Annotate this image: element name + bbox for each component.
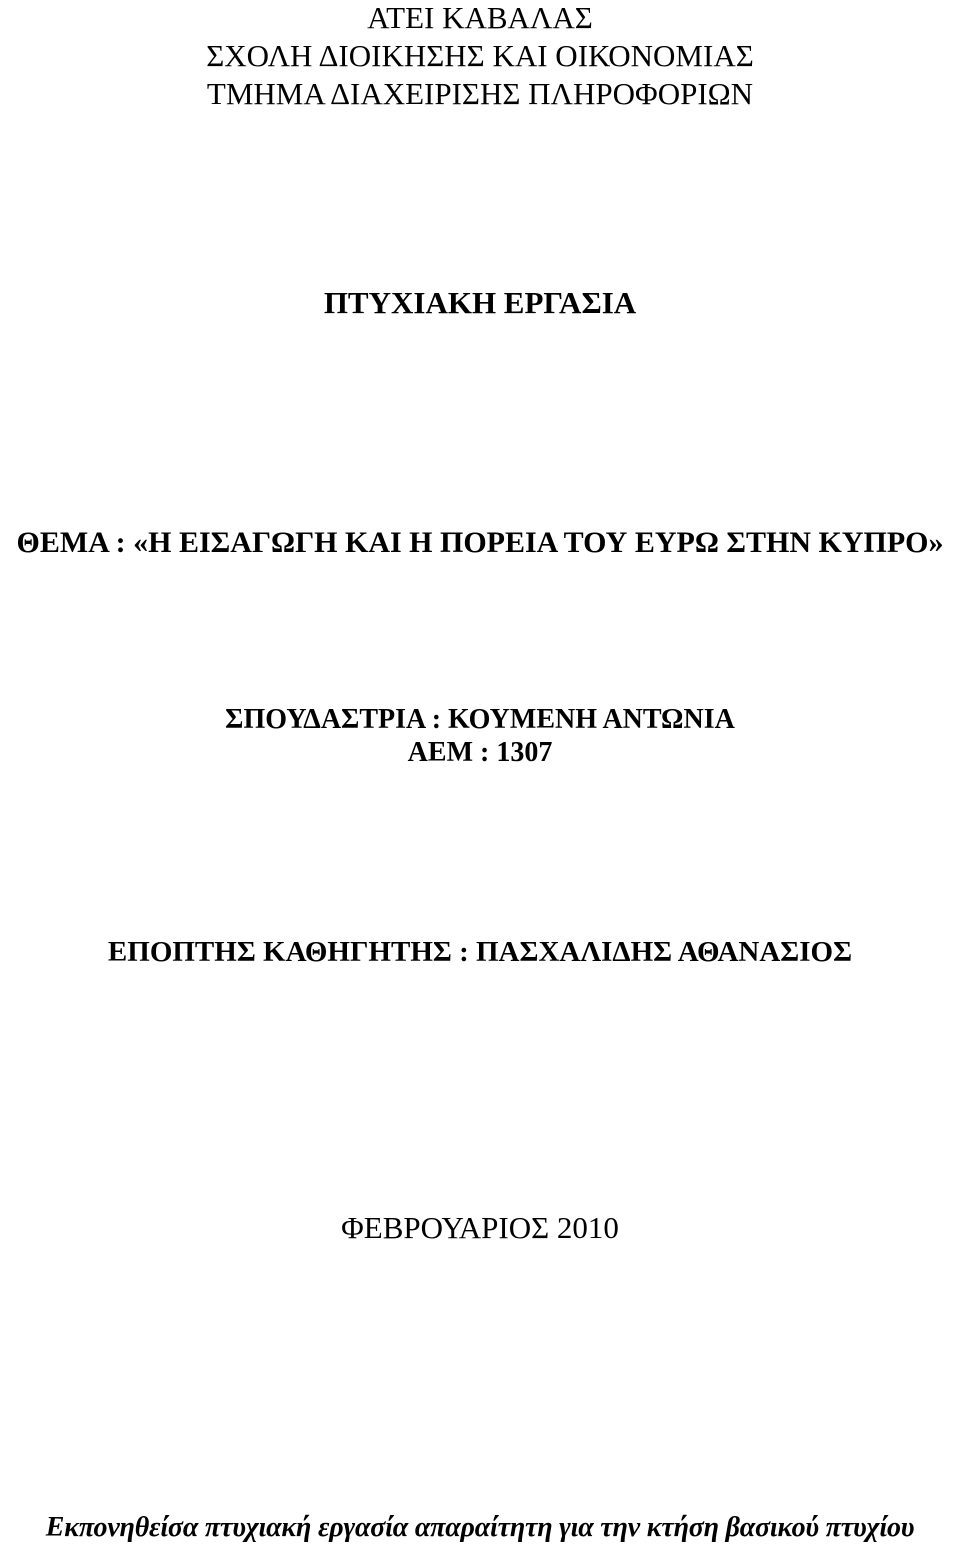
institution-title: ΑΤΕΙ ΚΑΒΑΛΑΣ [367, 0, 593, 35]
degree-statement: Εκπονηθείσα πτυχιακή εργασία απαραίτητη για την κτήση βασικού πτυχίου [45, 1512, 915, 1543]
thesis-type-heading: ΠΤΥΧΙΑΚΗ ΕΡΓΑΣΙΑ [323, 285, 637, 320]
school-title: ΣΧΟΛΗ ΔΙΟΙΚΗΣΗΣ ΚΑΙ ΟΙΚΟΝΟΜΙΑΣ [206, 38, 754, 73]
student-aem: ΑΕΜ : 1307 [407, 737, 553, 768]
submission-date: ΦΕΒΡΟΥΑΡΙΟΣ 2010 [341, 1210, 619, 1245]
thesis-topic: ΘΕΜΑ : «Η ΕΙΣΑΓΩΓΗ ΚΑΙ Η ΠΟΡΕΙΑ ΤΟΥ ΕΥΡΩ ΣΤΗΝ ΚΥΠΡΟ» [16, 526, 944, 559]
student-name: ΣΠΟΥΔΑΣΤΡΙΑ : ΚΟΥΜΕΝΗ ΑΝΤΩΝΙΑ [225, 704, 735, 735]
supervisor-name: ΕΠΟΠΤΗΣ ΚΑΘΗΓΗΤΗΣ : ΠΑΣΧΑΛΙΔΗΣ ΑΘΑΝΑΣΙΟΣ [107, 936, 853, 968]
department-title: ΤΜΗΜΑ ΔΙΑΧΕΙΡΙΣΗΣ ΠΛΗΡΟΦΟΡΙΩΝ [206, 76, 754, 111]
